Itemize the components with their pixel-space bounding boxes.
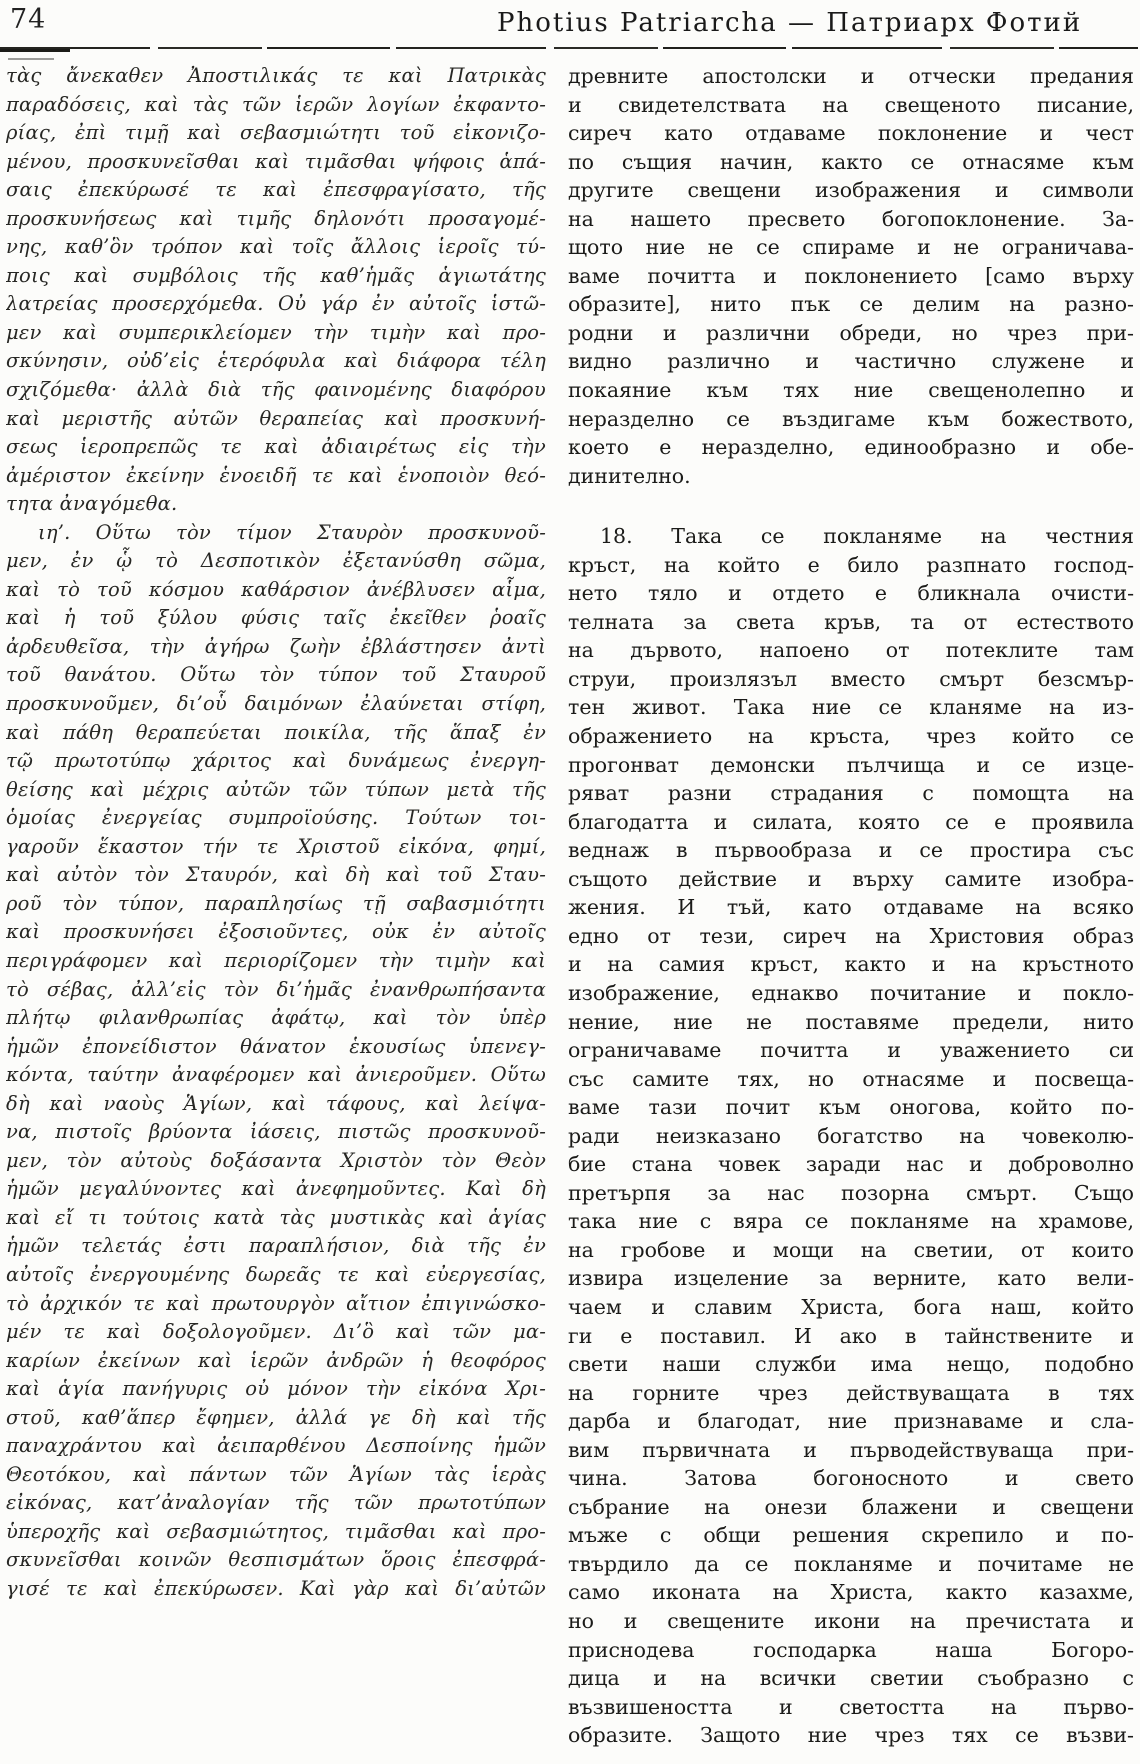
text-line: изображение, еднакво почитание и покло- — [568, 980, 1134, 1005]
text-line: κόντα, ταύτην ἀναφέρομεν καὶ ἀνιεροῦμεν. Οὕτω — [6, 1063, 546, 1087]
header-rule — [0, 45, 1140, 51]
text-line: възвишеността и светостта на първо- — [568, 1694, 1134, 1719]
text-line: μένου, προσκυνεῖσθαι καὶ τιμᾶσθαι ψήφοις ἁπά- — [6, 149, 546, 173]
text-line: щото ние не се спираме и не ограничава- — [568, 235, 1134, 260]
text-line: дица и на всички светии съобразно с — [568, 1666, 1134, 1691]
text-line: σαις ἐπεκύρωσέ τε καὶ ἐπεσφραγίσατο, τῆς — [6, 178, 546, 202]
text-line: събрание на онези блажени и свещени — [568, 1494, 1134, 1519]
text-line: едно от тези, сиреч на Христовия образ — [568, 923, 1134, 948]
text-line: ἡμῶν τελετάς ἐστι παραπλήσιον, διὰ τῆς ἐν — [6, 1234, 546, 1258]
text-line: σκυνεῖσθαι κοινῶν θεσπισμάτων ὅροις ἐπεσφρά- — [6, 1548, 546, 1572]
text-line: древните апостолски и отчески предания — [568, 64, 1134, 88]
text-line: αὐτοῖς ἐνεργουμένης δωρεᾶς τε καὶ εὐεργεσίας, — [6, 1262, 546, 1286]
text-line: бие стана човек заради нас и доброволно — [568, 1152, 1134, 1177]
text-line: εἰκόνας, κατ’ἀναλογίαν τῆς τῶν πρωτοτύπων — [6, 1491, 546, 1515]
text-line: ображението на кръста, чрез който се — [568, 724, 1134, 749]
text-line: καὶ τὸ τοῦ κόσμου καθάρσιον ἀνέβλυσεν αἷμα, — [6, 577, 546, 601]
text-line: същото действие и върху самите изобра- — [568, 866, 1134, 891]
text-line: μέν τε καὶ δοξολογοῦμεν. Δι’ὃ καὶ τῶν μα- — [6, 1320, 546, 1344]
text-line: по същия начин, както се отнасяме към — [568, 149, 1134, 174]
text-line: μεν, τὸν αὐτοὺς δοξάσαντα Χριστὸν τὸν Θεὸν — [6, 1148, 546, 1172]
text-line: καὶ ἁγία πανήγυρις οὐ μόνον τὴν εἰκόνα Χρι- — [6, 1377, 546, 1401]
text-line: мъже с общи решения скрепило и по- — [568, 1523, 1134, 1548]
text-line: на дървото, напоено от потеклите там — [568, 638, 1134, 663]
text-line: и свидетелствата на свещеното писание, — [568, 92, 1134, 117]
text-line: τῷ πρωτοτύπῳ χάριτος καὶ δυνάμεως ἐνεργη- — [6, 749, 546, 773]
page-number: 74 — [10, 4, 47, 35]
text-line: σκύνησιν, οὐδ’εἰς ἑτερόφυλα καὶ διάφορα τέλη — [6, 349, 546, 373]
text-line: μεν καὶ συμπερικλείομεν τὴν τιμὴν καὶ προ- — [6, 320, 546, 344]
text-line: νης, καθ’ὃν τρόπον καὶ τοῖς ἄλλοις ἱεροῖς τύ- — [6, 235, 546, 259]
text-line: τητα ἀναγόμεθα. — [6, 492, 178, 516]
text-line: претърпя за нас позорна смърт. Също — [568, 1180, 1134, 1205]
paragraph — [568, 522, 1134, 1750]
text-line: σχιζόμεθα· ἀλλὰ διὰ τῆς φαινομένης διαφόρου — [6, 378, 546, 402]
text-line: жения. И тъй, като отдаваме на всяко — [568, 895, 1134, 920]
text-line: ἡμῶν ἐπονείδιστον θάνατον ἑκουσίως ὑπενεγ- — [6, 1034, 546, 1058]
text-line: свети наши служби има нещо, подобно — [568, 1352, 1134, 1377]
text-line: другите свещени изображения и символи — [568, 178, 1134, 203]
text-line: τὸ ἀρχικόν τε καὶ πρωτουργὸν αἴτιον ἐπιγινώσκο- — [6, 1291, 546, 1315]
text-line: τὰς ἄνεκαθεν Ἀποστιλικάς τε καὶ Πατρικὰς — [6, 64, 546, 87]
text-line: ваме почитта и поклонението [само върху — [568, 263, 1134, 288]
bulgarian-column — [568, 62, 1134, 1750]
text-line: ἀμέριστον ἐκείνην ἑνοειδῆ τε καὶ ἑνοποιὸν θεό- — [6, 463, 546, 487]
text-line: Θεοτόκου, καὶ πάντων τῶν Ἁγίων τὰς ἱερὰς — [6, 1462, 546, 1486]
text-line: неразделно се въздигаме към божеството, — [568, 406, 1134, 431]
text-line: нето тяло и отдето е бликнала очисти- — [568, 581, 1134, 606]
text-line: извира изцеление за верните, като вели- — [568, 1266, 1134, 1291]
text-line: приснодева господарка наша Богоро- — [568, 1637, 1134, 1662]
greek-column — [6, 62, 546, 1750]
text-line: тен живот. Така ние се кланяме на из- — [568, 695, 1134, 720]
text-line: σεως ἱεροπρεπῶς τε καὶ ἀδιαιρέτως εἰς τὴν — [6, 435, 546, 459]
text-line: γαροῦν ἕκαστον τήν τε Χριστοῦ εἰκόνα, φημί, — [6, 834, 546, 858]
text-line: ροῦ τὸν τύπον, παραπλησίως τῇ σαβασμιότητι — [6, 891, 546, 915]
text-line: ποις καὶ συμβόλοις τῆς καθ’ἡμᾶς ἁγιωτάτης — [6, 263, 546, 287]
paragraph — [6, 62, 546, 519]
text-line: καὶ πάθη θεραπεύεται ποικίλα, τῆς ἅπαξ ἐν — [6, 720, 546, 744]
text-line: покаяние към тях ние свещенолепно и — [568, 378, 1134, 403]
text-line: πλήτῳ φιλανθρωπίας ἀφάτῳ, καὶ τὸν ὑπὲρ — [6, 1006, 546, 1030]
text-line: веднаж в първообраза и се простира със — [568, 838, 1134, 863]
text-line: καὶ αὐτὸν τὸν Σταυρόν, καὶ δὴ καὶ τοῦ Σταυ- — [6, 863, 546, 887]
text-line: ἡμῶν μεγαλύνοντες καὶ ἀνεφημοῦντες. Καὶ δὴ — [6, 1177, 546, 1201]
text-line: ιη’. Οὕτω τὸν τίμον Σταυρὸν προσκυνοῦ- — [38, 520, 546, 544]
text-line: на нашето пресвето богопоклонение. За- — [568, 206, 1134, 231]
text-line: и на самия кръст, както и на кръстното — [568, 952, 1134, 977]
text-line: ради неизказано богатство на човеколю- — [568, 1123, 1134, 1148]
text-line: ограничаваме почитта и уважението си — [568, 1038, 1134, 1063]
text-line: на гробове и мощи на светии, от които — [568, 1237, 1134, 1262]
text-line: παναχράντου καὶ ἀειπαρθένου Δεσποίνης ἡμῶν — [6, 1434, 546, 1458]
text-line: ги е поставил. И ако в тайнствените и — [568, 1323, 1134, 1348]
print-artifact — [8, 58, 54, 60]
text-line: καρίων ἐκείνων καὶ ἱερῶν ἀνδρῶν ἡ θεοφόρος — [6, 1348, 546, 1372]
text-line: ρίας, ἐπὶ τιμῇ καὶ σεβασμιώτητι τοῦ εἰκονιζο- — [6, 121, 546, 145]
text-line: ὑπεροχῆς καὶ σεβασμιώτητος, τιμᾶσθαι καὶ προ- — [6, 1519, 546, 1543]
text-line: καὶ προσκυνήσει ἐξοσιοῦντες, οὐκ ἐν αὐτοῖς — [6, 920, 546, 944]
text-line: περιγράφομεν καὶ περιορίζομεν τὴν τιμὴν καὶ — [6, 948, 546, 972]
text-line: на горните чрез действуващата в тях — [568, 1380, 1134, 1405]
text-line: προσκυνοῦμεν, δι’οὗ δαιμόνων ἐλαύνεται στίφη, — [6, 692, 546, 716]
text-line: καὶ μεριστῆς αὐτῶν θεραπείας καὶ προσκυνή- — [6, 406, 546, 430]
text-line: ряват разни страдания с помощта на — [568, 781, 1134, 806]
text-line: твърдило да се покланяме и почитаме не — [568, 1551, 1134, 1576]
text-line: προσκυνήσεως καὶ τιμῆς δηλονότι προσαγομέ- — [6, 206, 546, 230]
text-line: чина. Затова богоносното и свето — [568, 1466, 1134, 1491]
text-line: нение, ние не поставяме предели, нито — [568, 1009, 1134, 1034]
text-line: γισέ τε καὶ ἐπεκύρωσεν. Καὶ γὰρ καὶ δι’αὐτῶν — [6, 1576, 546, 1600]
text-line: μεν, ἐν ᾧ τὸ Δεσποτικὸν ἐξετανύσθη σῶμα, — [6, 549, 546, 573]
text-line: образите. Защото ние чрез тях се възви- — [568, 1723, 1134, 1748]
text-line: θείσης καὶ μέχρις αὐτῶν τῶν τύπων μετὰ τῆς — [6, 777, 546, 801]
page-title: Photius Patriarcha — Патриарх Фотий — [497, 8, 1083, 38]
text-line: τὸ σέβας, ἀλλ’εἰς τὸν δι’ἡμᾶς ἐνανθρωπήσαντα — [6, 977, 546, 1001]
text-line: което е неразделно, единообразно и обе- — [568, 435, 1134, 460]
paragraph — [568, 62, 1134, 490]
text-line: прогонват демонски пълчища и се изце- — [568, 752, 1134, 777]
paragraph — [6, 519, 546, 1604]
text-line: видно различно и частично служене и — [568, 349, 1134, 374]
text-line: телната за света кръв, та от естеството — [568, 609, 1134, 634]
text-line: 18. Така се покланяме на честния — [600, 524, 1134, 549]
text-line: но и свещените икони на пречистата и — [568, 1608, 1134, 1633]
text-line: ὁμοίας ἐνεργείας συμπροϊούσης. Τούτων τοι- — [6, 806, 546, 830]
text-line: παραδόσεις, καὶ τὰς τῶν ἱερῶν λογίων ἐκφαντο- — [6, 92, 546, 116]
text-line: със самите тях, но отнасяме и посвеща- — [568, 1066, 1134, 1091]
text-line: τοῦ θανάτου. Οὕτω τὸν τύπον τοῦ Σταυροῦ — [6, 663, 546, 687]
text-line: само иконата на Христа, както казахме, — [568, 1580, 1134, 1605]
two-column-text — [6, 62, 1134, 1750]
text-line: καὶ εἴ τι τούτοις κατὰ τὰς μυστικὰς καὶ ἁγίας — [6, 1205, 546, 1229]
text-line: родни и различни обреди, но чрез при- — [568, 320, 1134, 345]
text-line: кръст, на който е било разпнато господ- — [568, 552, 1134, 577]
text-line: να, πιστοῖς βρύοντα ἰάσεις, πιστῶς προσκυνοῦ- — [6, 1120, 546, 1144]
text-line: στοῦ, καθ’ἅπερ ἔφημεν, ἀλλά γε δὴ καὶ τῆς — [6, 1405, 546, 1429]
text-line: чаем и славим Христа, бога наш, който — [568, 1294, 1134, 1319]
text-line: така ние с вяра се покланяме на храмове, — [568, 1209, 1134, 1234]
text-line: ἀρδευθεῖσα, τὴν ἀγήρω ζωὴν ἐβλάστησεν ἀντὶ — [6, 634, 546, 658]
text-line: δὴ καὶ ναοὺς Ἁγίων, καὶ τάφους, καὶ λείψα- — [6, 1091, 546, 1115]
text-line: дарба и благодат, ние признаваме и сла- — [568, 1409, 1134, 1434]
text-line: сиреч като отдаваме поклонение и чест — [568, 121, 1134, 146]
text-line: λατρείας προσερχόμεθα. Οὐ γάρ ἐν αὐτοῖς ἱστῶ- — [6, 292, 546, 316]
text-line: καὶ ἡ τοῦ ξύλου φύσις ταῖς ἐκεῖθεν ῥοαῖς — [6, 606, 546, 630]
text-line: благодатта и силата, която се е проявила — [568, 809, 1134, 834]
text-line: ваме тази почит към оногова, който по- — [568, 1095, 1134, 1120]
text-line: струи, произлязъл вместо смърт безсмър- — [568, 666, 1134, 691]
text-line: вим първичната и първодействуваща при- — [568, 1437, 1134, 1462]
text-line: динително. — [568, 463, 691, 488]
text-line: образите], нито пък се делим на разно- — [568, 292, 1134, 317]
